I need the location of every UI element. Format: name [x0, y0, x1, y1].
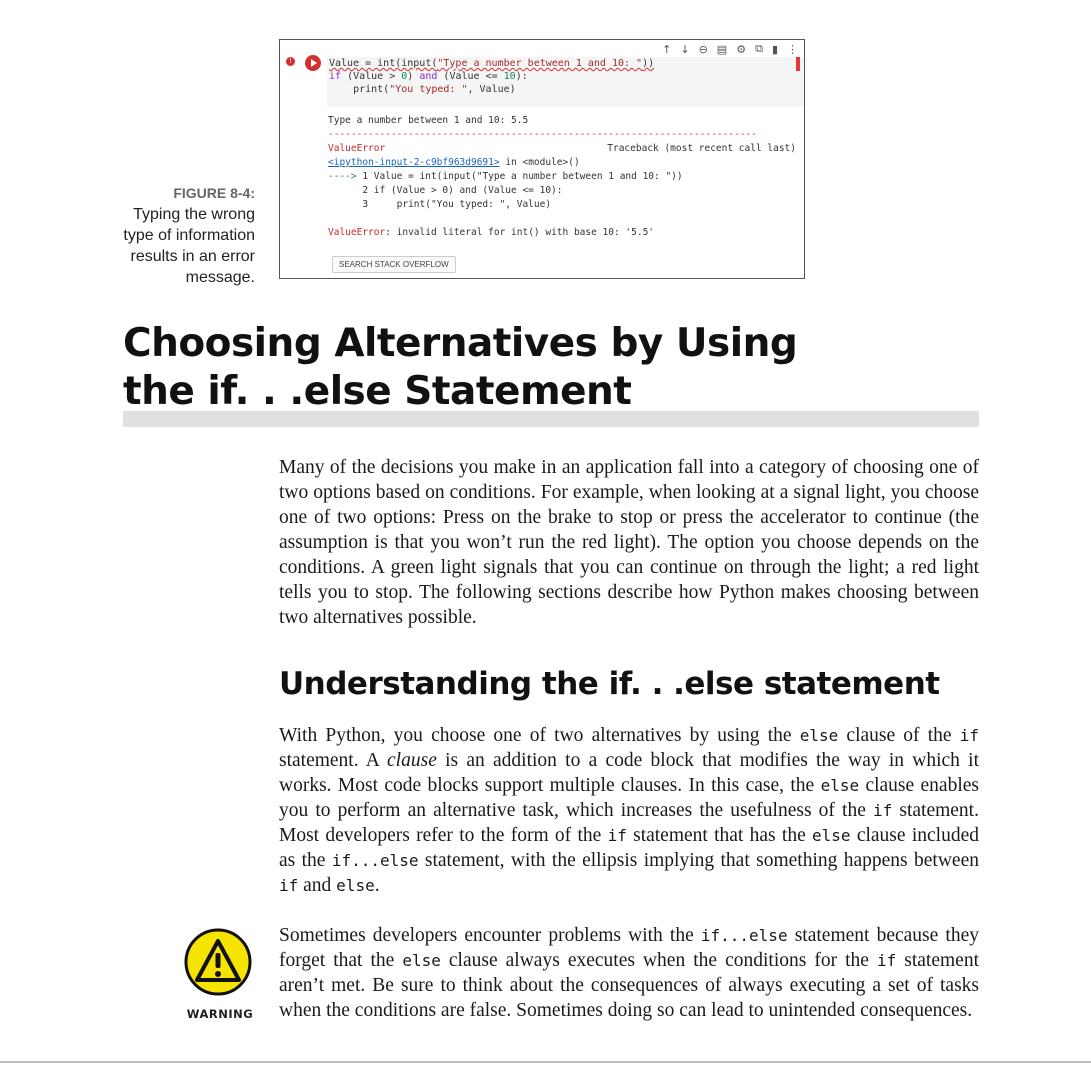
page-bottom-rule: [0, 1061, 1091, 1063]
input-ref-link[interactable]: <ipython-input-2-c9bf963d9691>: [328, 157, 500, 168]
run-cell-button[interactable]: [305, 55, 321, 71]
comment-icon[interactable]: ▤: [716, 42, 728, 56]
link-icon[interactable]: ⊖: [698, 42, 708, 56]
arrow-up-icon[interactable]: ↑: [662, 42, 672, 56]
figure-caption-text: Typing the wrong type of information results in an error message.: [123, 206, 255, 286]
error-indicator-icon: !: [286, 57, 295, 66]
figure-label: FIGURE 8-4:: [173, 185, 255, 201]
cell-error-bar: [796, 57, 800, 71]
traceback-line-1: ----> 1 Value = int(input("Type a number between 1 and 10: ")): [328, 171, 683, 182]
traceback-label: Traceback (most recent call last): [607, 143, 796, 154]
code-line-1: Value = int(input("Type a number between 1 and 10: ")): [329, 58, 655, 69]
notebook-screenshot: [279, 39, 805, 279]
figure-caption: [100, 183, 255, 288]
arrow-down-icon[interactable]: ↓: [680, 42, 690, 56]
code-cell[interactable]: [327, 57, 804, 107]
delete-icon[interactable]: ▮: [771, 42, 778, 56]
code-line-2: if (Value > 0) and (Value <= 10):: [329, 71, 528, 82]
mirror-cell-icon[interactable]: ⧉: [755, 42, 763, 55]
gear-icon[interactable]: ⚙: [736, 42, 747, 56]
cell-toolbar: [662, 42, 798, 56]
error-name: ValueError: [328, 143, 386, 154]
traceback-line-2: 2 if (Value > 0) and (Value <= 10):: [328, 185, 563, 196]
warning-paragraph: Sometimes developers encounter problems with the if...else statement because they forget that the else clause always executes when the conditions for the if statement aren’t met. Be sure to think about the consequences of always executing a set of tasks when the conditions are false. Sometimes doing so can lead to unintended consequences.: [279, 925, 979, 1021]
output-separator: ---------------------------------------------------------------------------: [328, 129, 757, 140]
output-prompt-line: Type a number between 1 and 10: 5.5: [328, 115, 529, 126]
intro-paragraph: Many of the decisions you make in an application fall into a category of choosing one of two options based on conditions. For example, when looking at a signal light, you choose one of two options: Press on the brake to stop or press the accelerator to continue (the assumption is that you won’t run the red light). The option you choose depends on the conditions. A green light signals that you can continue on through the light; a red light tells you to stop. The following sections describe how Python makes choosing between two alternatives possible.: [279, 457, 979, 628]
section-title: Choosing Alternatives by Using the if. . .else Statement: [123, 321, 798, 414]
search-stack-overflow-button[interactable]: SEARCH STACK OVERFLOW: [332, 256, 456, 273]
clause-paragraph: With Python, you choose one of two alternatives by using the else clause of the if statement. A clause is an addition to a code block that modifies the way in which it works. Most code blocks support multiple clauses. In this case, the else clause enables you to perform an alternative task, which increases the usefulness of the if statement. Most developers refer to the form of the if statement that has the else clause included as the if...else statement, with the ellipsis implying that something happens between if and else.: [279, 725, 980, 896]
code-line-3: print("You typed: ", Value): [329, 84, 516, 95]
traceback-input-ref: <ipython-input-2-c9bf963d9691> in <module>(): [328, 157, 580, 168]
traceback-line-3: 3 print("You typed: ", Value): [328, 199, 552, 210]
warning-icon: [184, 928, 252, 996]
cell-output: [328, 114, 796, 240]
warning-label: WARNING: [186, 1007, 254, 1021]
subsection-title: Understanding the if. . .else statement: [279, 666, 940, 702]
error-message: ValueError: invalid literal for int() with base 10: '5.5': [328, 227, 655, 238]
more-icon[interactable]: ⋮: [787, 42, 798, 56]
